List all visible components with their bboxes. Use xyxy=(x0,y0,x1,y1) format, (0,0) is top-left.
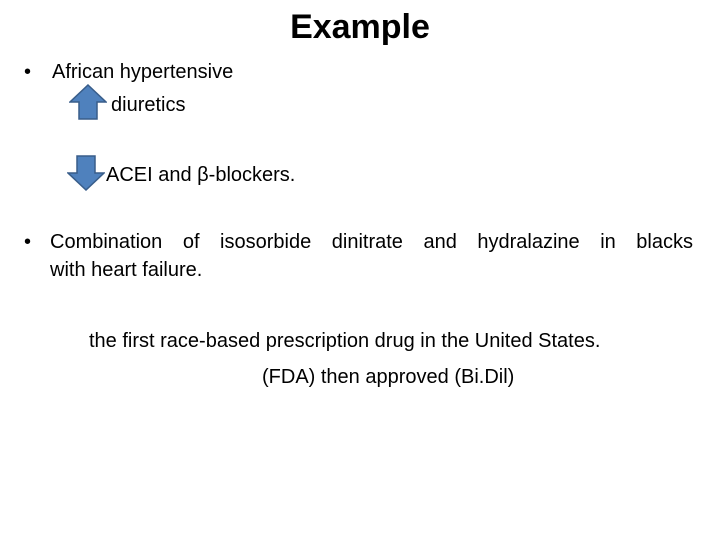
up-item-text: diuretics xyxy=(111,94,186,116)
note-line-2: (FDA) then approved (Bi.Dil) xyxy=(262,366,515,388)
arrow-down-icon xyxy=(67,155,105,191)
slide-title xyxy=(0,8,720,47)
bullet-2-line-1: Combination of isosorbide dinitrate and hydralazine in blacks xyxy=(50,231,693,253)
slide-title-text: Example xyxy=(290,8,430,46)
bullet-1-text: African hypertensive xyxy=(52,61,234,83)
down-item-text: ACEI and β-blockers. xyxy=(106,164,296,186)
bullet-marker: • xyxy=(24,231,32,253)
note-line-1: the first race-based prescription drug in the United States. xyxy=(89,330,601,352)
bullet-2-line-2: with heart failure. xyxy=(50,259,203,281)
arrow-up-icon xyxy=(69,84,107,120)
bullet-marker: • xyxy=(24,61,32,83)
